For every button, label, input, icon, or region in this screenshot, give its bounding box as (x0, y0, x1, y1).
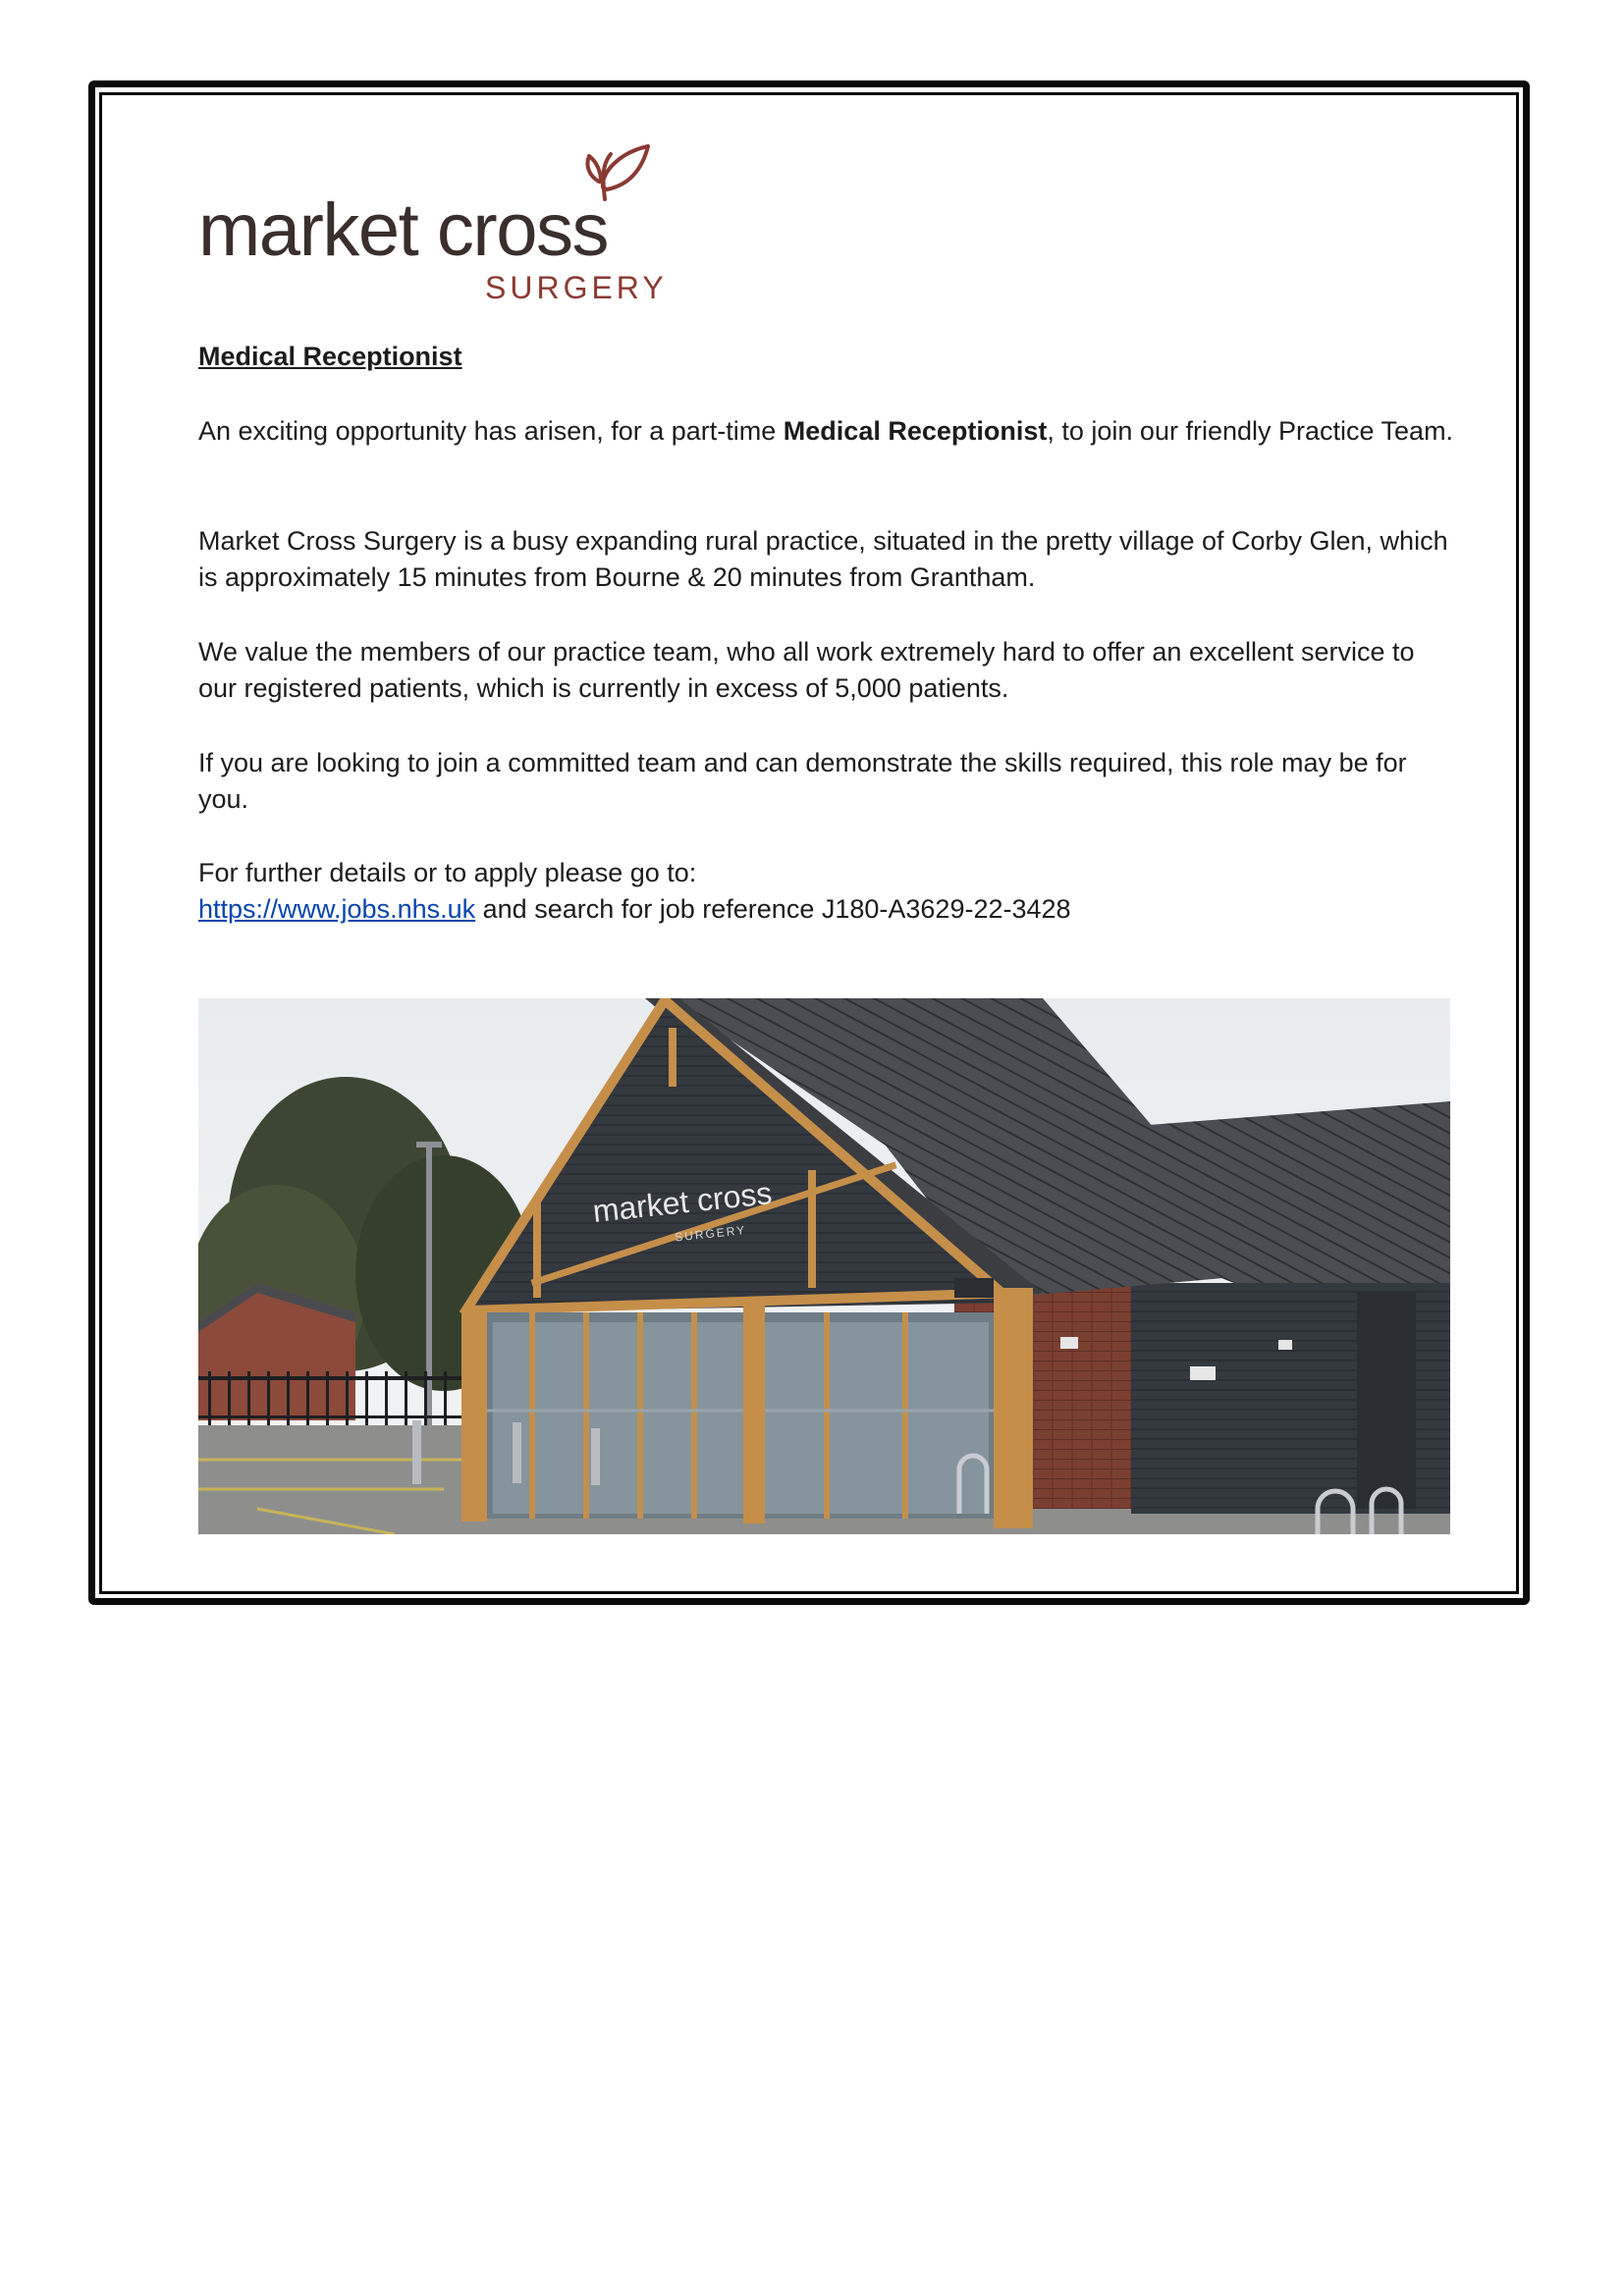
logo-wordmark: market cross (198, 188, 608, 272)
surgery-building-photo (198, 998, 1450, 1534)
apply-line (198, 891, 1455, 928)
market-cross-logo (198, 142, 709, 319)
apply-intro: For further details or to apply please go to: (198, 858, 697, 887)
intro-paragraph (198, 413, 1455, 450)
practice-description: Market Cross Surgery is a busy expanding rural practice, situated in the pretty village of Corby Glen, which is approximately 15 minutes from Bourne & 20 minutes from Grantham. (198, 526, 1448, 592)
intro-role-bold: Medical Receptionist (783, 416, 1048, 446)
team-paragraph: We value the members of our practice team, who all work extremely hard to offer an excellent service to our registered patients, which is currently in excess of 5,000 patients. (198, 637, 1415, 703)
surgery-photo-illustration (198, 998, 1450, 1534)
nhs-jobs-link[interactable]: https://www.jobs.nhs.uk (198, 894, 476, 924)
job-title: Medical Receptionist (198, 342, 462, 371)
intro-text: An exciting opportunity has arisen, for a part-time (198, 416, 784, 446)
building-sign-text: market cross (591, 1175, 774, 1229)
suitability-paragraph: If you are looking to join a committed team and can demonstrate the skills required, this role may be for you. (198, 748, 1407, 814)
logo-subtitle: SURGERY (485, 270, 668, 305)
intro-text-end: , to join our friendly Practice Team. (1047, 416, 1454, 446)
building-sign-subtext: SURGERY (674, 1222, 747, 1245)
job-reference-text: and search for job reference J180-A3629-22-3428 (475, 894, 1071, 924)
